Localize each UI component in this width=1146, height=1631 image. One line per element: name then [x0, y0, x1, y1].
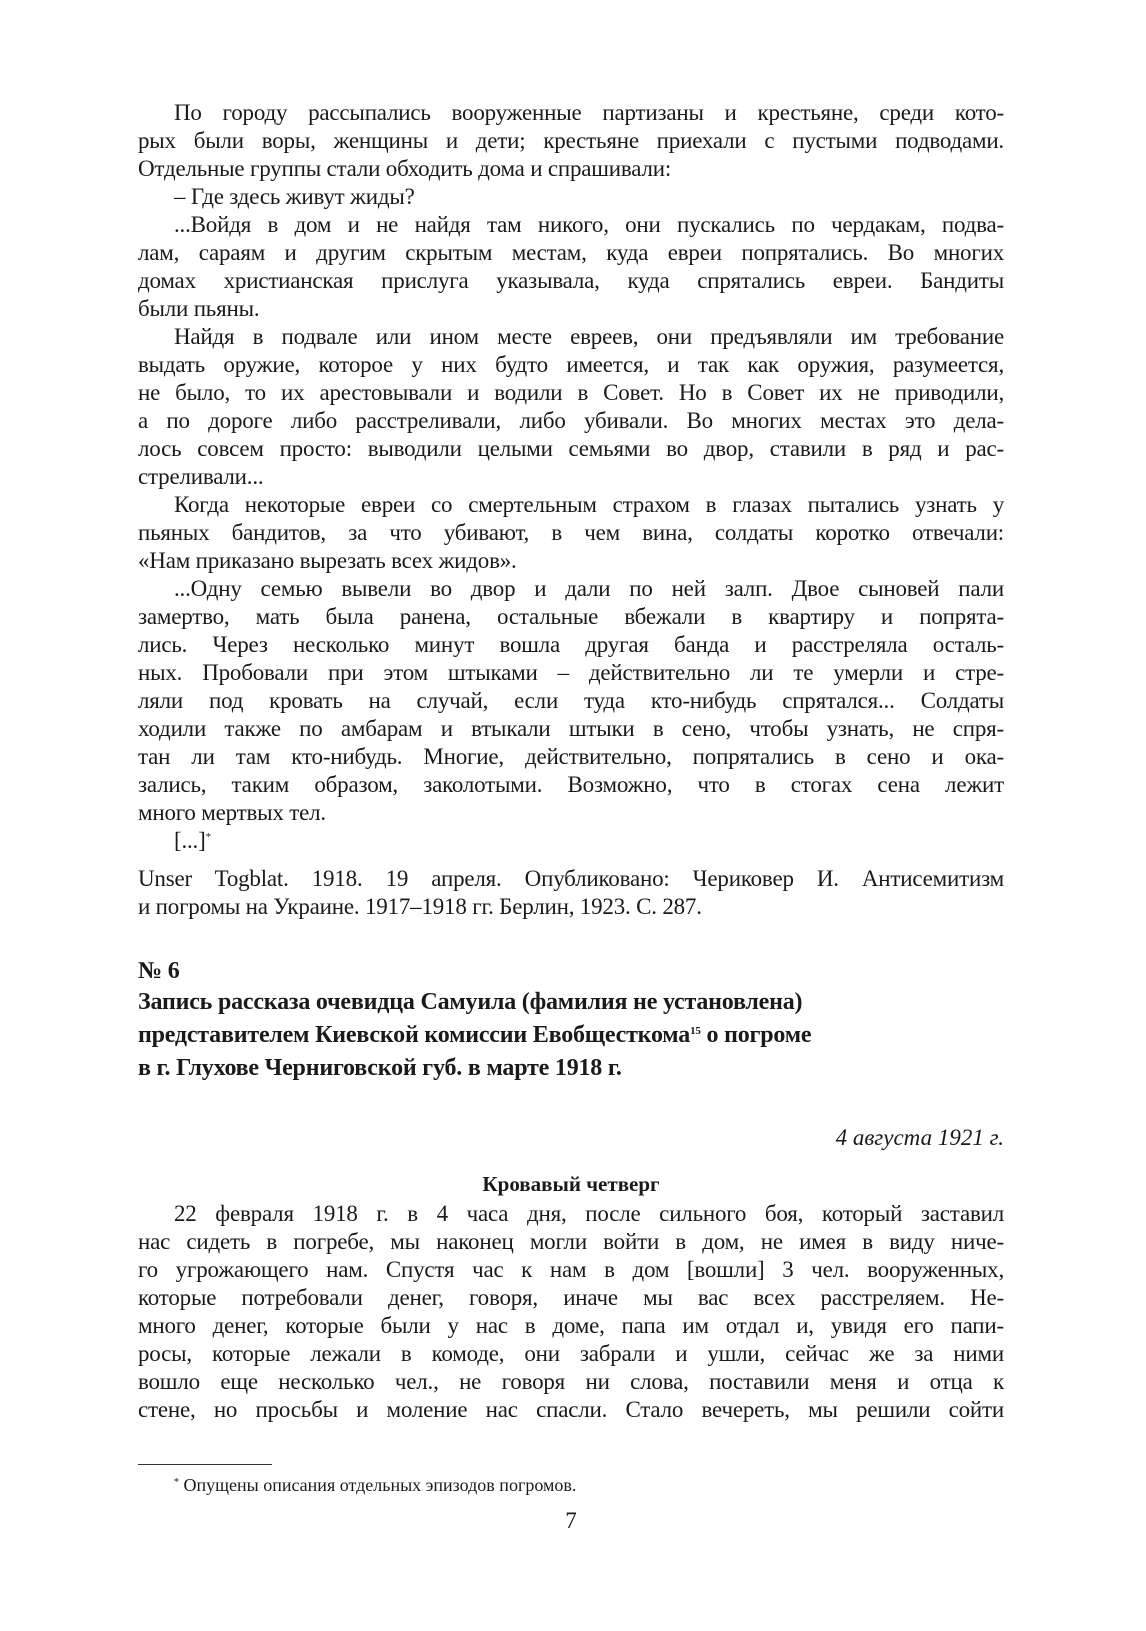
text-line: зались, таким образом, заколотыми. Возможно, что в стогах сена лежит [138, 772, 1004, 797]
text-line: Отдельные группы стали обходить дома и спрашивали: [138, 156, 672, 181]
document-number: № 6 [138, 958, 180, 984]
text-line: стреливали... [138, 464, 264, 489]
text-line: Найдя в подвале или ином месте евреев, они предъявляли им требование [174, 324, 1004, 349]
document-title-line: Запись рассказа очевидца Самуила (фамилия не установлена) [138, 989, 803, 1015]
text-line: «Нам приказано вырезать всех жидов». [138, 548, 517, 573]
text-line: замертво, мать была ранена, остальные вбежали в квартиру и попрята- [138, 604, 1004, 629]
text-line: ходили также по амбарам и втыкали штыки в сено, чтобы узнать, не спря- [138, 716, 1004, 741]
document-subtitle: Кровавый четверг [482, 1172, 660, 1196]
text-line: не было, то их арестовывали и водили в Совет. Но в Совет их не приводили, [138, 380, 1004, 405]
text-line: а по дороге либо расстреливали, либо убивали. Во многих местах это дела- [138, 408, 1004, 433]
text-line: нас сидеть в погребе, мы наконец могли войти в дом, не имея в виду ниче- [138, 1229, 1004, 1254]
omission-marker: [...]* [174, 828, 211, 853]
text-line: ...Одну семью вывели во двор и дали по ней залп. Двое сыновей пали [174, 576, 1004, 601]
text-line: стене, но просьбы и моление нас спасли. Стало вечереть, мы решили сойти [138, 1397, 1004, 1422]
text-line: вошло еще несколько чел., не говоря ни слова, поставили меня и отца к [138, 1369, 1004, 1394]
text-line: Когда некоторые евреи со смертельным страхом в глазах пытались узнать у [174, 492, 1004, 517]
document-date: 4 августа 1921 г. [835, 1125, 1004, 1150]
document-title-line: представителем Киевской комиссии Евобщесткома$^{15}$ о погроме [138, 1022, 812, 1048]
text-line: По городу рассыпались вооруженные партизаны и крестьяне, среди кото- [174, 100, 1004, 125]
text-line: домах христианская прислуга указывала, куда спрятались евреи. Бандиты [138, 268, 1004, 293]
document-title-line: в г. Глухове Черниговской губ. в марте 1918 г. [138, 1055, 622, 1081]
text-line: пьяных бандитов, за что убивают, в чем вина, солдаты коротко отвечали: [138, 520, 1004, 545]
text-line: лись. Через несколько минут вошла другая банда и расстреляла осталь- [138, 632, 1004, 657]
text-line: го угрожающего нам. Спустя час к нам в дом [вошли] 3 чел. вооруженных, [138, 1257, 1004, 1282]
text-line: которые потребовали денег, говоря, иначе мы вас всех расстреляем. Не- [138, 1285, 1004, 1310]
text-line: выдать оружие, которое у них будто имеется, и так как оружия, разумеется, [138, 352, 1004, 377]
text-line: много денег, которые были у нас в доме, папа им отдал и, увидя его папи- [138, 1313, 1004, 1338]
text-line: лось совсем просто: выводили целыми семьями во двор, ставили в ряд и рас- [138, 436, 1004, 461]
text-line: 22 февраля 1918 г. в 4 часа дня, после сильного боя, который заставил [174, 1201, 1004, 1226]
page-number: 7 [565, 1508, 577, 1533]
text-line: лам, сараям и другим скрытым местам, куда евреи попрятались. Во многих [138, 240, 1004, 265]
text-line: много мертвых тел. [138, 800, 326, 825]
text-line: – Где здесь живут жиды? [174, 184, 415, 209]
footnote-ref: 15 [690, 1025, 701, 1037]
text-line: тан ли там кто-нибудь. Многие, действительно, попрятались в сено и ока- [138, 744, 1004, 769]
footnote: * Опущены описания отдельных эпизодов погромов. [174, 1475, 577, 1495]
text-line: ...Войдя в дом и не найдя там никого, они пускались по чердакам, подва- [174, 212, 1004, 237]
footnote-divider [138, 1464, 272, 1465]
text-line: были пьяны. [138, 296, 260, 321]
text-line: ляли под кровать на случай, если туда кто-нибудь спрятался... Солдаты [138, 688, 1004, 713]
footnote-mark: * [174, 1477, 179, 1488]
text-line: росы, которые лежали в комоде, они забрали и ушли, сейчас же за ними [138, 1341, 1004, 1366]
text-line: рых были воры, женщины и дети; крестьяне приехали с пустыми подводами. [138, 128, 1004, 153]
text-line: ных. Пробовали при этом штыками – действительно ли те умерли и стре- [138, 660, 1004, 685]
footnote-ref: * [205, 831, 211, 843]
citation-line: Unser Togblat. 1918. 19 апреля. Опубликовано: Чериковер И. Антисемитизм [138, 866, 1004, 891]
citation-line: и погромы на Украине. 1917–1918 гг. Берлин, 1923. С. 287. [138, 894, 702, 919]
